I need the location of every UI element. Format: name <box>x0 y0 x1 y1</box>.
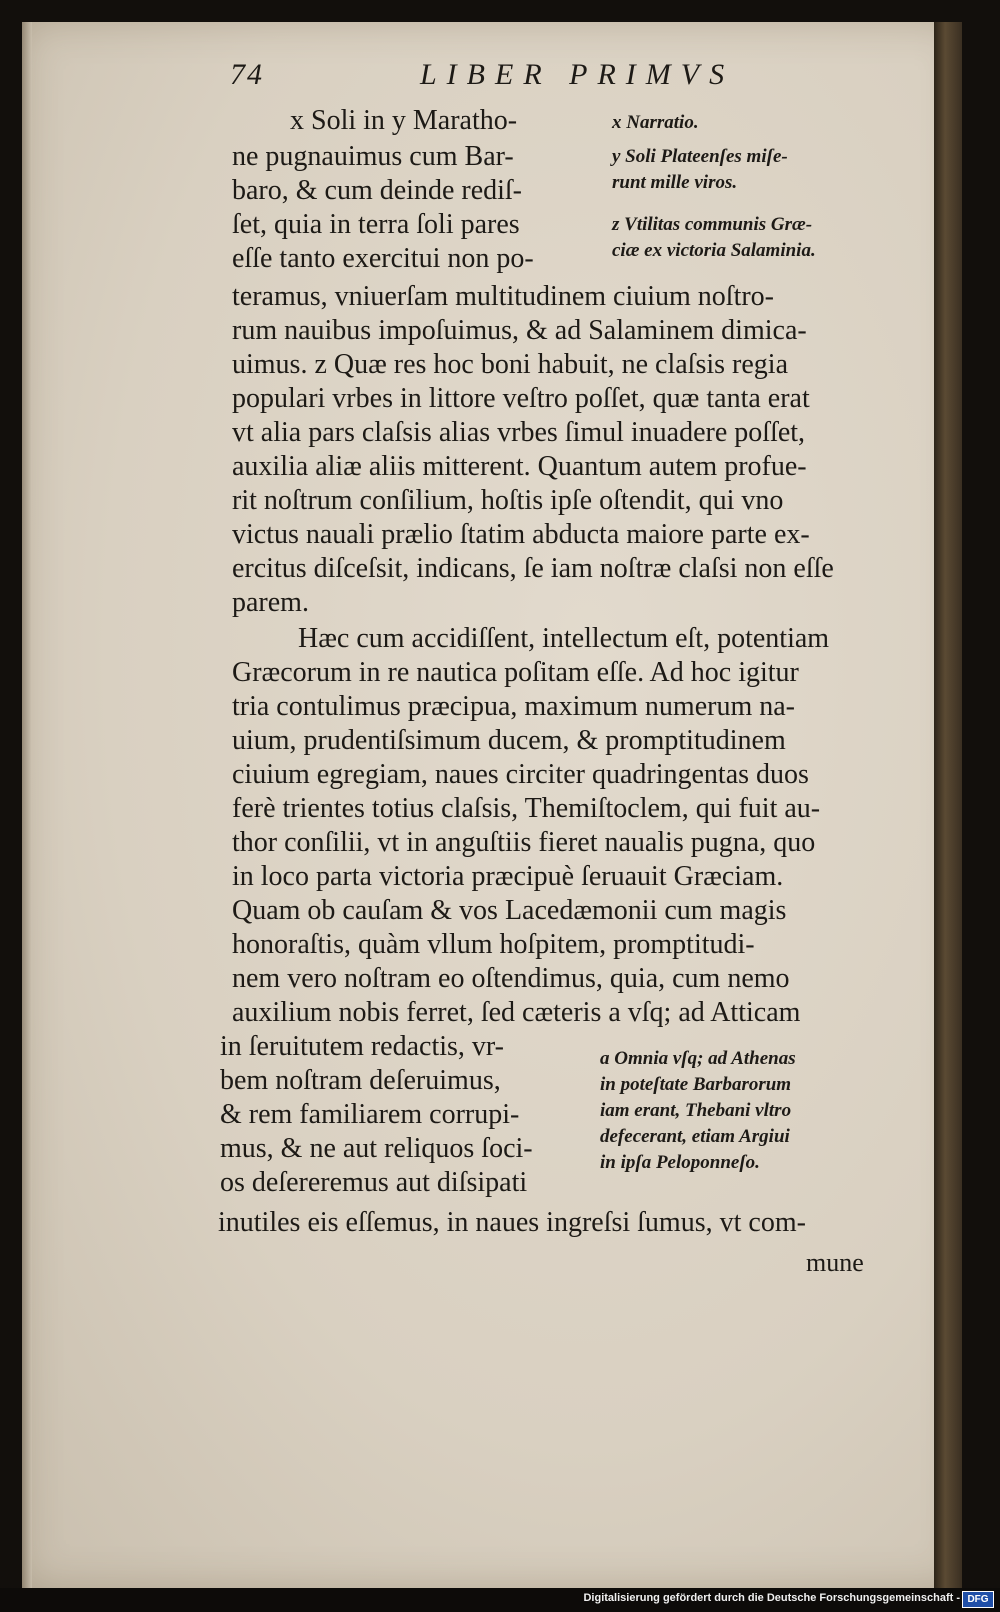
text-line: tria contulimus præcipua, maximum numerum na- <box>232 691 795 722</box>
text-line: mus, & ne aut reliquos ſoci- <box>220 1133 533 1164</box>
text-line: populari vrbes in littore veſtro poſſet, quæ tanta erat <box>232 383 810 414</box>
catchword: mune <box>806 1248 864 1277</box>
dfg-logo-icon: DFG <box>962 1591 994 1608</box>
side-note: defecerant, etiam Argiui <box>600 1126 790 1147</box>
text-line: rum nauibus impoſuimus, & ad Salaminem dimica- <box>232 315 807 346</box>
text-line: ciuium egregiam, naues circiter quadringentas duos <box>232 759 809 790</box>
text-line: victus nauali prælio ſtatim abducta maiore parte ex- <box>232 519 810 550</box>
text-line: teramus, vniuerſam multitudinem ciuium noſtro- <box>232 281 775 312</box>
text-line: os deſereremus aut diſsipati <box>220 1167 528 1198</box>
text-line: thor conſilii, vt in anguſtiis fieret naualis pugna, quo <box>232 827 816 858</box>
side-note: a Omnia vſq; ad Athenas <box>600 1048 796 1069</box>
text-line: in loco parta victoria præcipuè ſeruauit Græciam. <box>232 861 784 892</box>
side-note: in poteſtate Barbarorum <box>600 1074 792 1095</box>
text-line: inutiles eis eſſemus, in naues ingreſsi ſumus, vt com- <box>218 1207 806 1238</box>
text-line: vt alia pars claſsis alias vrbes ſimul inuadere poſſet, <box>232 417 806 448</box>
side-note: in ipſa Peloponneſo. <box>600 1152 760 1173</box>
text-line: Hæc cum accidiſſent, intellectum eſt, potentiam <box>298 623 830 654</box>
page-edge <box>934 22 962 1588</box>
text-line: uimus. z Quæ res hoc boni habuit, ne claſsis regia <box>232 349 788 380</box>
text-line: parem. <box>232 587 309 618</box>
text-line: ne pugnauimus cum Bar- <box>232 141 514 172</box>
text-line: in ſeruitutem redactis, vr- <box>220 1031 505 1062</box>
text-line: ercitus diſceſsit, indicans, ſe iam noſtræ claſsi non eſſe <box>232 553 834 584</box>
text-line: nem vero noſtram eo oſtendimus, quia, cum nemo <box>232 963 790 994</box>
text-line: ſet, quia in terra ſoli pares <box>232 209 520 240</box>
side-note: y Soli Plateenſes miſe- <box>612 146 788 167</box>
text-line: auxilia aliæ aliis mitterent. Quantum autem profue- <box>232 451 807 482</box>
text-line: x Soli in y Maratho- <box>290 105 518 136</box>
text-line: ferè trientes totius claſsis, Themiſtoclem, qui fuit au- <box>232 793 821 824</box>
text-line: uium, prudentiſsimum ducem, & promptitudinem <box>232 725 786 756</box>
footer-bar <box>0 1588 1000 1612</box>
page-number: 74 <box>230 58 264 91</box>
text-line: & rem familiarem corrupi- <box>220 1099 520 1130</box>
side-note: ciæ ex victoria Salaminia. <box>612 240 816 261</box>
text-line: bem noſtram deſeruimus, <box>220 1065 501 1096</box>
side-note: runt mille viros. <box>612 172 738 193</box>
side-note: iam erant, Thebani vltro <box>600 1100 792 1121</box>
text-line: rit noſtrum conſilium, hoſtis ipſe oſtendit, qui vno <box>232 485 784 516</box>
side-note: x Narratio. <box>612 112 699 133</box>
side-note: z Vtilitas communis Græ- <box>612 214 813 235</box>
text-line: Quam ob cauſam & vos Lacedæmonii cum magis <box>232 895 787 926</box>
text-line: eſſe tanto exercitui non po- <box>232 243 534 274</box>
text-line: honoraſtis, quàm vllum hoſpitem, promptitudi- <box>232 929 755 960</box>
text-line: auxilium nobis ferret, ſed cæteris a vſq; ad Atticam <box>232 997 801 1028</box>
text-line: baro, & cum deinde rediſ- <box>232 175 523 206</box>
page-gutter-shadow <box>22 22 32 1588</box>
running-title: LIBER PRIMVS <box>420 58 735 91</box>
text-line: Græcorum in re nautica poſitam eſſe. Ad hoc igitur <box>232 657 799 688</box>
funding-credit: Digitalisierung gefördert durch die Deutsche Forschungsgemeinschaft - <box>583 1592 960 1604</box>
page-header <box>230 58 790 100</box>
